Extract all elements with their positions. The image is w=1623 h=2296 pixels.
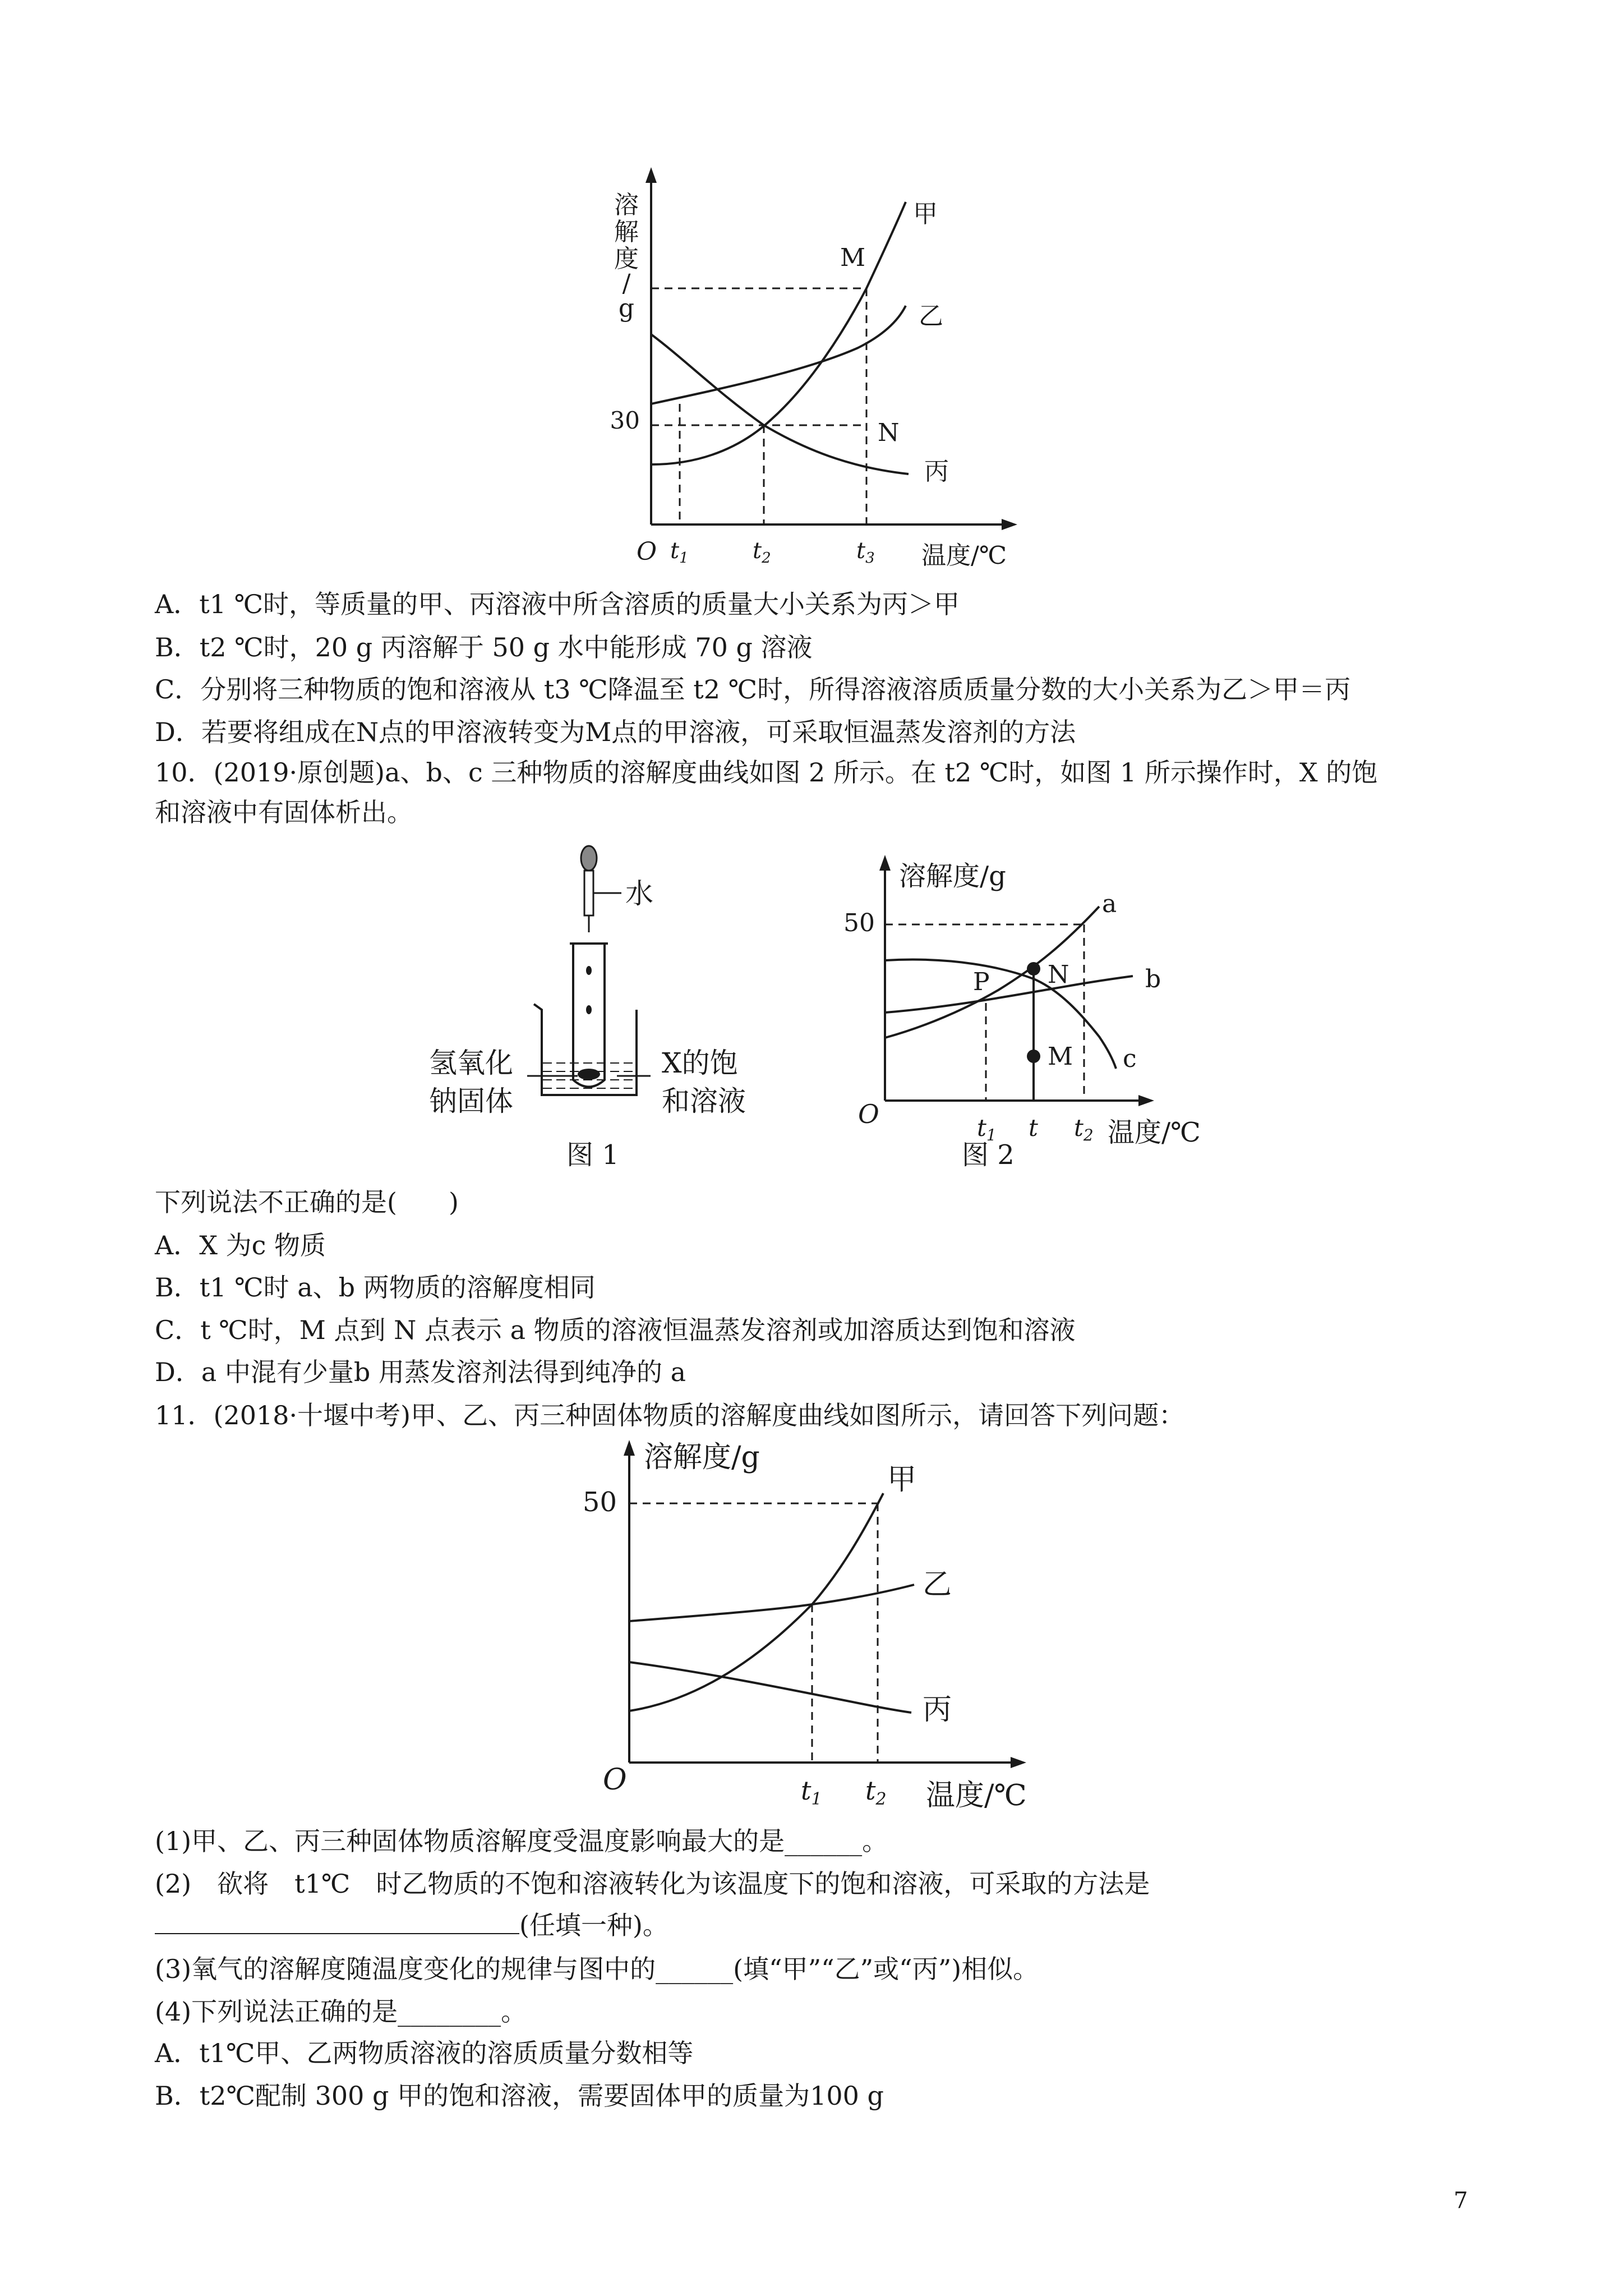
q11-sub2-line2 xyxy=(155,1908,668,1942)
svg-text:解: 解 xyxy=(614,218,639,246)
q10-stem-line2: 和溶液中有固体析出。 xyxy=(155,797,413,827)
figure2-tick-t1: t1 xyxy=(977,1114,997,1144)
q11-y-label: 溶解度/g xyxy=(644,1441,760,1474)
q11-sub2-suffix: (任填一种)。 xyxy=(519,1910,668,1940)
figure1-series-jia: 甲 xyxy=(913,200,938,228)
figure1-tick-t1: $t_1$ xyxy=(670,538,689,567)
q11-x-arrow xyxy=(1011,1757,1026,1768)
q10-option-a: A．X 为c 物质 xyxy=(155,1230,326,1260)
q11-tick-t1: t1 xyxy=(801,1775,822,1809)
figure2-series-a: a xyxy=(1102,890,1117,918)
figure1-point-n: N xyxy=(878,418,900,447)
q11-curve-jia xyxy=(629,1493,883,1711)
q11-curve-bing xyxy=(629,1662,911,1713)
q11-x-label: 温度/℃ xyxy=(926,1779,1027,1812)
figure1-point-m: M xyxy=(840,243,866,272)
q11-tick-t2: t2 xyxy=(865,1775,887,1809)
q10-option-b: B．t1 ℃时 a、b 两物质的溶解度相同 xyxy=(155,1272,596,1303)
figure2-point-n: N xyxy=(1048,960,1069,989)
q9-option-b: B．t2 ℃时，20 g 丙溶解于 50 g 水中能形成 70 g 溶液 xyxy=(155,632,813,662)
naoh-label-2: 钠固体 xyxy=(429,1085,513,1117)
figure1-caption: 图 1 xyxy=(566,1139,619,1171)
naoh-label-1: 氢氧化 xyxy=(429,1047,513,1079)
q10-stem-line1: 10．(2019·原创题)a、b、c 三种物质的溶解度曲线如图 2 所示。在 t2 ℃时，如图 1 所示操作时，X 的饱 xyxy=(155,757,1378,788)
figure2-series-c: c xyxy=(1123,1045,1137,1073)
q11-sub4: (4)下列说法正确的是________。 xyxy=(155,1996,527,2027)
x-solution-label-2: 和溶液 xyxy=(662,1085,746,1117)
q11-curve-yi xyxy=(629,1585,914,1621)
q11-series-yi: 乙 xyxy=(923,1568,952,1602)
figure2-tick-t: t xyxy=(1029,1114,1038,1142)
q11-series-bing: 丙 xyxy=(923,1693,952,1727)
figure1-series-yi: 乙 xyxy=(919,302,943,330)
figure2-origin: O xyxy=(858,1099,879,1129)
q9-option-a: A．t1 ℃时，等质量的甲、丙溶液中所含溶质的质量大小关系为丙＞甲 xyxy=(155,589,960,619)
svg-text:g: g xyxy=(618,294,635,323)
q10-option-c: C．t ℃时，M 点到 N 点表示 a 物质的溶液恒温蒸发溶剂或加溶质达到饱和溶液 xyxy=(155,1315,1076,1345)
q11-option-a: A．t1℃甲、乙两物质溶液的溶质质量分数相等 xyxy=(155,2038,694,2068)
q11-sub2-answer-blank[interactable] xyxy=(155,1908,519,1934)
water-label: 水 xyxy=(625,877,653,910)
figure2-y-label: 溶解度/g xyxy=(899,861,1006,892)
figure2-series-b: b xyxy=(1145,965,1161,993)
figure2-point-p: P xyxy=(973,968,990,996)
x-solution-label-1: X的饱 xyxy=(662,1047,738,1079)
svg-text:/: / xyxy=(622,269,631,298)
figure1-y-tick-30: 30 xyxy=(610,407,640,434)
figure2-tick-t2: t2 xyxy=(1074,1114,1094,1144)
figure1-tick-t3: $t_3$ xyxy=(856,538,875,567)
q11-y-arrow xyxy=(624,1440,635,1456)
q11-x-ticks xyxy=(801,1775,887,1809)
q11-sub2-line1: (2) 欲将 t1℃ 时乙物质的不饱和溶液转化为该温度下的饱和溶液，可采取的方法是 xyxy=(155,1869,1150,1899)
figure1-series-bing: 丙 xyxy=(924,457,949,486)
svg-text:溶: 溶 xyxy=(614,191,639,219)
figure2-x-label: 温度/℃ xyxy=(1108,1117,1201,1148)
q9-option-d: D．若要将组成在N点的甲溶液转变为M点的甲溶液，可采取恒温蒸发溶剂的方法 xyxy=(155,717,1076,747)
figure2-point-m: M xyxy=(1048,1042,1073,1071)
q11-sub3: (3)氧气的溶解度随温度变化的规律与图中的______(填“甲”“乙”或“丙”)相似。 xyxy=(155,1954,1039,1984)
q11-series-labels xyxy=(887,1463,952,1727)
figure2-caption: 图 2 xyxy=(962,1139,1015,1171)
q11-stem: 11．(2018·十堰中考)甲、乙、丙三种固体物质的溶解度曲线如图所示，请回答下列问题： xyxy=(155,1400,1185,1430)
q11-series-jia: 甲 xyxy=(887,1463,917,1497)
q10-prompt: 下列说法不正确的是( ) xyxy=(155,1187,459,1217)
q10-option-d: D．a 中混有少量b 用蒸发溶剂法得到纯净的 a xyxy=(155,1357,686,1387)
q11-option-b: B．t2℃配制 300 g 甲的饱和溶液，需要固体甲的质量为100 g xyxy=(155,2081,884,2111)
q11-sub1: (1)甲、乙、丙三种固体物质溶解度受温度影响最大的是______。 xyxy=(155,1826,888,1856)
figure1-x-axis-label: 温度/℃ xyxy=(921,541,1007,570)
q9-option-c: C．分别将三种物质的饱和溶液从 t3 ℃降温至 t2 ℃时，所得溶液溶质质量分数的大小关系为乙＞甲＝丙 xyxy=(155,674,1351,705)
figure1-origin: O xyxy=(637,537,657,566)
q11-y-tick-50: 50 xyxy=(582,1487,617,1518)
page-number: 7 xyxy=(1454,2188,1468,2214)
svg-text:度: 度 xyxy=(614,245,639,273)
figure1-tick-t2: $t_2$ xyxy=(753,538,771,567)
figure2-y-tick-50: 50 xyxy=(843,909,875,937)
q11-origin: O xyxy=(603,1763,627,1797)
